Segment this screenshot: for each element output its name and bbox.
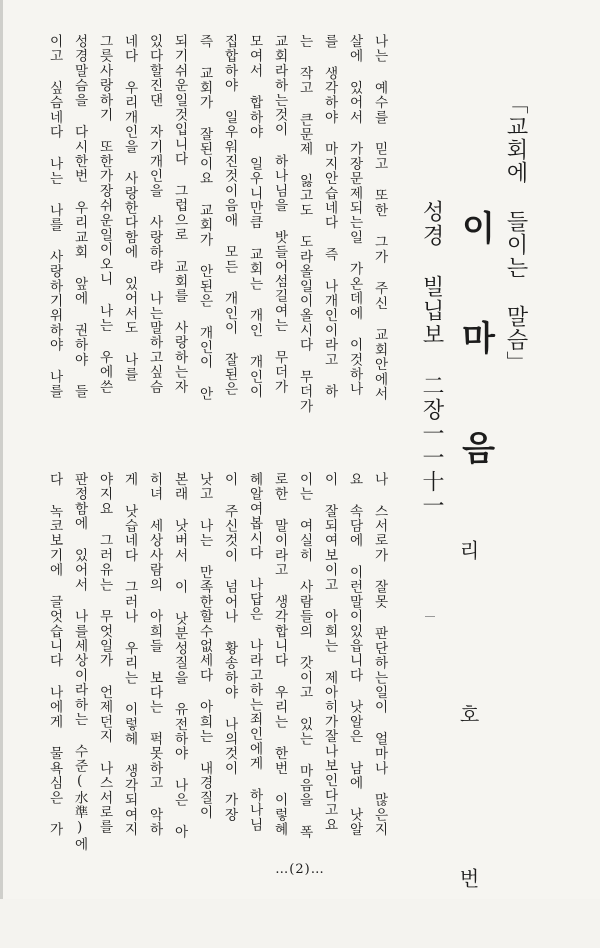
body-column-top-6: 모여서 합하야 일우니만큼 교회는 개인 개인이 [246,34,263,399]
divider-dash [425,616,435,617]
body-column-bottom-1: 나 스서로가 잘못 판단하는일이 얼마나 많은지 [371,472,388,837]
body-column-top-13: 성경말슴을 다시한번 우리교회 앞에 권하야 들 [71,34,88,399]
body-column-top-2: 살에 있어서 가장문제되는일 가온데에 이것하나 [346,34,363,397]
body-column-top-8: 즉 교회가 잘된이요 교회가 안된은 개인이 안 [196,34,213,402]
body-column-top-7: 집합하야 일우워진것이음애 모든 개인이 잘된은 [221,34,238,397]
body-column-bottom-12: 야지요 그러유는 무엇일가 언제던지 나스서로를 [96,472,113,835]
body-column-top-11: 네다 우리개인을 사랑한다함에 있어서도 나를 [121,34,138,382]
scripture-reference: 성경 빌닙보 二장一一十一 [419,200,444,518]
body-column-top-5: 교회라하는것이 하나님을 밧들어섬길여는 무더가 [271,34,288,394]
body-column-top-1: 나는 예수를 믿고 또한 그가 주신 교회안에서 [371,34,388,402]
body-column-top-14: 이고 싶슴네다 나는 나를 사랑하기위하야 나를 [46,34,63,399]
body-column-bottom-10: 히녀 세상사람의 아희들 보다는 퍽못하고 악하 [146,472,163,837]
body-column-bottom-4: 이는 여실히 사람들의 갓이고 있는 마음을 폭 [296,472,313,840]
page-number: …(2)… [275,862,325,877]
author-name: 리 호 번 [456,540,480,948]
body-column-bottom-8: 낫고 나는 만족한할수없세다 아희는 내경질이 [196,472,213,820]
body-column-bottom-6: 헤알여봅시다 나답은 나라고하는죄인에게 하나님 [246,472,263,832]
body-column-top-3: 를 생각하야 마지안습네다 즉 나개인이라고 하 [321,34,338,399]
scan-edge [0,0,3,899]
body-column-bottom-13: 판정함에 있어서 나를세상이라하는 수준(水準)에 [71,472,88,852]
body-column-top-10: 있다할진댄 자기개인을 사랑하랴 나는말하고싶슴 [146,34,163,394]
article-title: 이 마 음 [455,210,495,482]
body-column-bottom-9: 본래 낫버서 이 낫분성질을 유전하야 나은 아 [171,472,188,840]
body-column-top-12: 그릇사랑하기 또한가장쉬운일이오니 나는 우에쓴 [96,34,113,394]
body-column-top-4: 는 작고 큰문제 잃고도 도라올일이올시다 무더가 [296,34,313,414]
body-column-bottom-11: 게 낫습네다 그러나 우리는 이렇헤 생각되여지 [121,472,138,837]
body-column-bottom-14: 다 녹코보기에 글엇습니다 나에게 물욕심은 가 [46,472,63,837]
body-column-bottom-7: 이 주신것이 넘어나 황송하야 나의것이 가장 [221,472,238,823]
section-title: 「교회에 들이는 말슴」 [503,92,528,374]
body-column-top-9: 되기쉬운일것입니다 그럽으로 교회를 사랑하는자 [171,34,188,394]
body-column-bottom-3: 이 잘되여보이고 아희는 제아히가잘나보인다고요 [321,472,338,832]
body-column-bottom-2: 요 속담에 이런말이있읍니다 낫알은 남에 낫알 [346,472,363,837]
body-column-bottom-5: 로한 말이라고 생각합니다 우리는 한번 이렇혜 [271,472,288,837]
